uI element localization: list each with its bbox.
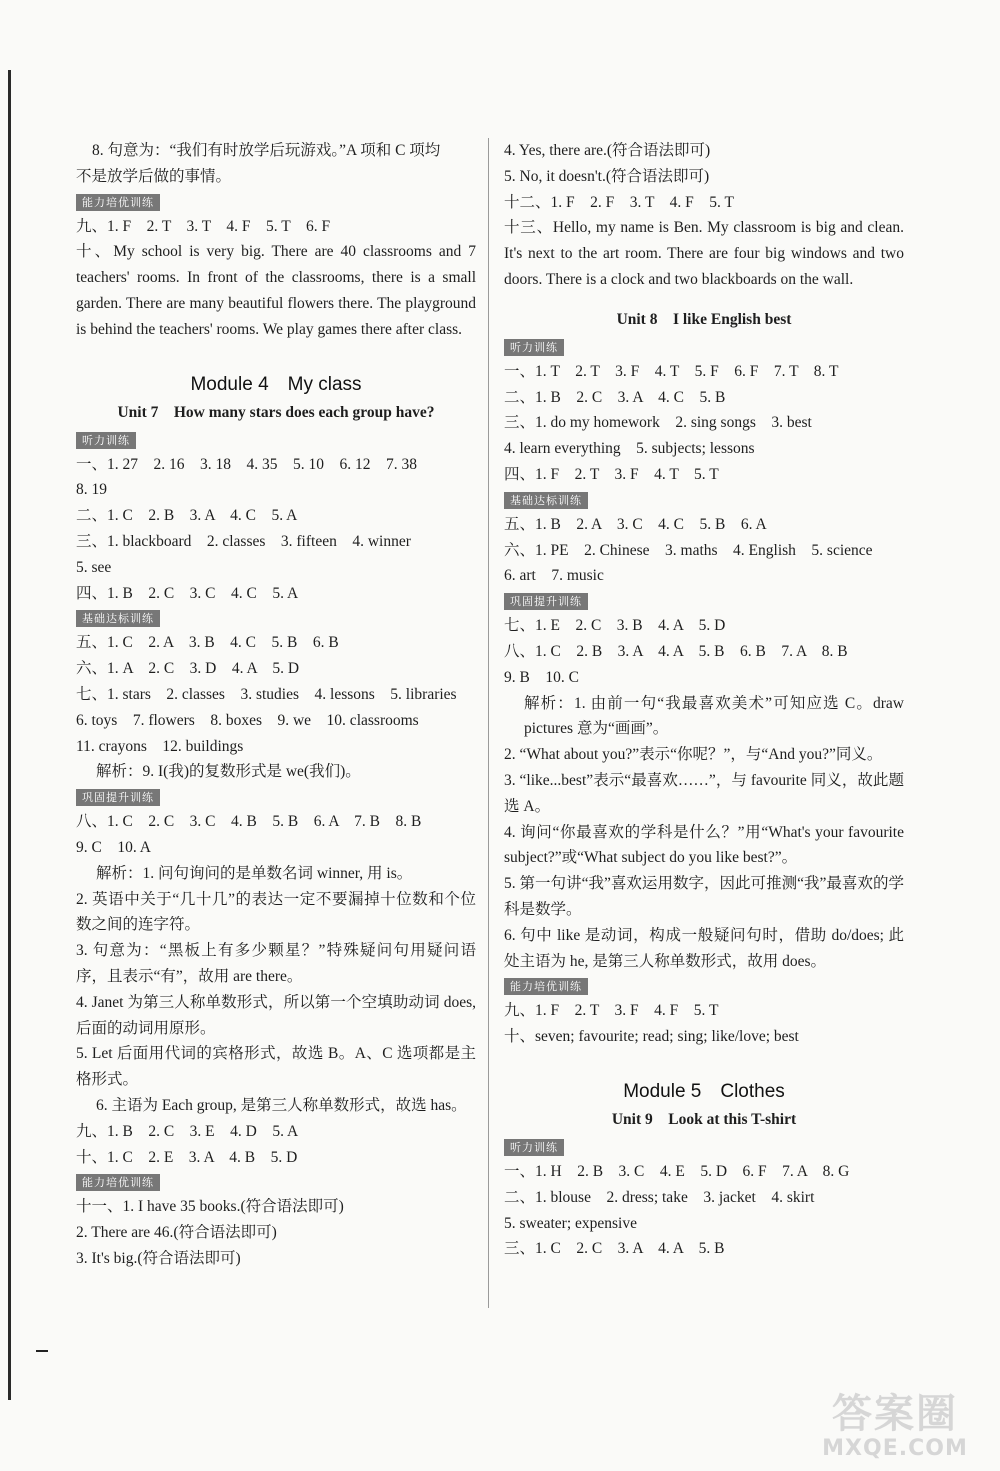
- answer-line: 9. C 10. A: [76, 838, 151, 856]
- section-badge: 听力训练: [504, 339, 564, 356]
- answer-line: 8. 句意为：“我们有时放学后玩游戏。”A 项和 C 项均: [92, 142, 441, 159]
- answer-line: 三、1. do my homework 2. sing songs 3. best: [504, 414, 812, 432]
- analysis-paragraph: 4. Janet 为第三人称单数形式，所以第一个空填助动词 does, 后面的动词用原形。: [76, 993, 476, 1037]
- answer-line: 十二、1. F 2. F 3. T 4. F 5. T: [504, 193, 734, 211]
- section-badge: 能力培优训练: [76, 1174, 160, 1191]
- answer-line: 6. toys 7. flowers 8. boxes 9. we 10. classrooms: [76, 711, 419, 729]
- analysis-line: 6. 主语为 Each group, 是第三人称单数形式，故选 has。: [96, 1096, 467, 1114]
- answer-line: 十、seven; favourite; read; sing; like/love; best: [504, 1028, 799, 1046]
- answer-line: 十一、1. I have 35 books.(符合语法即可): [76, 1198, 344, 1216]
- answer-line: 5. see: [76, 558, 112, 576]
- answer-line: 不是放学后做的事情。: [76, 167, 232, 185]
- analysis-paragraph: 2. 英语中关于“几十几”的表达一定不要漏掉十位数和个位数之间的连字符。: [76, 890, 476, 934]
- answer-line: 9. B 10. C: [504, 668, 579, 686]
- section-badge: 能力培优训练: [504, 978, 588, 995]
- analysis-paragraph: 3. “like...best”表示“最喜欢……”，与 favourite 同义，故此题选 A。: [504, 771, 904, 815]
- section-badge: 听力训练: [504, 1139, 564, 1156]
- answer-line: 十、1. C 2. E 3. A 4. B 5. D: [76, 1148, 298, 1166]
- section-badge: 听力训练: [76, 432, 136, 449]
- answer-paragraph: 十、My school is very big. There are 40 classrooms and 7 teachers' rooms. In front of the classrooms, there is a small garden. There are many beautiful flowers there. The playground is behind the teachers' rooms. We play games there after class.: [76, 243, 476, 338]
- answer-line: 二、1. blouse 2. dress; take 3. jacket 4. skirt: [504, 1188, 815, 1206]
- answer-line: 七、1. E 2. C 3. B 4. A 5. D: [504, 617, 726, 635]
- answer-line: 九、1. F 2. T 3. F 4. F 5. T: [504, 1002, 719, 1020]
- answer-line: 七、1. stars 2. classes 3. studies 4. lessons 5. libraries: [76, 685, 457, 703]
- answer-line: 六、1. PE 2. Chinese 3. maths 4. English 5. science: [504, 541, 873, 559]
- analysis-paragraph: 5. 第一句讲“我”喜欢运用数字，因此可推测“我”最喜欢的学科是数学。: [504, 875, 904, 918]
- section-badge: 基础达标训练: [504, 492, 588, 509]
- answer-line: 一、1. H 2. B 3. C 4. E 5. D 6. F 7. A 8. G: [504, 1162, 850, 1180]
- answer-line: 一、1. 27 2. 16 3. 18 4. 35 5. 10 6. 12 7. 38: [76, 455, 418, 473]
- site-watermark: [800, 1392, 990, 1467]
- column-divider: [488, 138, 489, 1308]
- answer-line: 八、1. C 2. B 3. A 4. A 5. B 6. B 7. A 8. B: [504, 642, 848, 660]
- unit-title: Unit 7 How many stars does each group have?: [117, 403, 435, 421]
- module-title: Module 4 My class: [190, 373, 362, 395]
- answer-line: 五、1. B 2. A 3. C 4. C 5. B 6. A: [504, 515, 767, 533]
- answer-paragraph: 十三、Hello, my name is Ben. My classroom is big and clean. It's next to the art room. There are four big windows and two doors. There is a clock and two blackboards on the wall.: [504, 219, 904, 288]
- answer-line: 三、1. blackboard 2. classes 3. fifteen 4. winner: [76, 532, 411, 550]
- analysis-paragraph: 5. Let 后面用代词的宾格形式，故选 B。A、C 选项都是主格形式。: [76, 1045, 476, 1089]
- analysis-paragraph: 4. 询问“你最喜欢的学科是什么？”用“What's your favourite subject?”或“What subject do you like best?”。: [504, 823, 904, 867]
- section-badge: 巩固提升训练: [76, 789, 160, 806]
- analysis-paragraph: 3. 句意为：“黑板上有多少颗星？”特殊疑问句用疑问语序，且表示“有”，故用 are there。: [76, 942, 476, 985]
- analysis-paragraph: 6. 句中 like 是动词，构成一般疑问句时，借助 do/does; 此处主语为 he, 是第三人称单数形式，故用 does。: [504, 926, 904, 970]
- page-binding-edge: [8, 70, 11, 1400]
- answer-line: 8. 19: [76, 481, 107, 499]
- answer-line: 5. No, it doesn't.(符合语法即可): [504, 167, 710, 185]
- answer-line: 二、1. B 2. C 3. A 4. C 5. B: [504, 388, 726, 406]
- answer-line: 四、1. B 2. C 3. C 4. C 5. A: [76, 584, 299, 602]
- section-badge: 巩固提升训练: [504, 593, 588, 610]
- section-badge: 基础达标训练: [76, 610, 160, 627]
- answer-line: 2. There are 46.(符合语法即可): [76, 1224, 277, 1242]
- watermark-logo-text: 答案圈: [832, 1391, 958, 1437]
- analysis-line: 解析：1. 问句询问的是单数名词 winner, 用 is。: [96, 864, 413, 882]
- right-column: [504, 138, 904, 1262]
- answer-line: 五、1. C 2. A 3. B 4. C 5. B 6. B: [76, 634, 339, 652]
- answer-line: 4. learn everything 5. subjects; lessons: [504, 440, 755, 458]
- answer-line: 4. Yes, there are.(符合语法即可): [504, 142, 711, 159]
- answer-line: 三、1. C 2. C 3. A 4. A 5. B: [504, 1240, 725, 1258]
- answer-line: 11. crayons 12. buildings: [76, 737, 244, 755]
- analysis-paragraph: 2. “What about you?”表示“你呢？”，与“And you?”同义。: [504, 746, 883, 764]
- section-badge: 能力培优训练: [76, 194, 160, 211]
- answer-line: 3. It's big.(符合语法即可): [76, 1249, 241, 1267]
- answer-line: 九、1. B 2. C 3. E 4. D 5. A: [76, 1122, 299, 1140]
- unit-title: Unit 8 I like English best: [616, 310, 792, 328]
- answer-line: 四、1. F 2. T 3. F 4. T 5. T: [504, 465, 719, 483]
- watermark-url: MXQE.COM: [822, 1436, 968, 1461]
- answer-line: 5. sweater; expensive: [504, 1214, 637, 1232]
- analysis-paragraph: 解析：1. 由前一句“我最喜欢美术”可知应选 C。draw pictures 意为“画画”。: [524, 694, 904, 738]
- answer-line: 六、1. A 2. C 3. D 4. A 5. D: [76, 660, 300, 678]
- page-margin-mark: [36, 1350, 48, 1352]
- answer-line: 八、1. C 2. C 3. C 4. B 5. B 6. A 7. B 8. B: [76, 813, 422, 831]
- unit-title: Unit 9 Look at this T-shirt: [611, 1110, 797, 1128]
- answer-line: 一、1. T 2. T 3. F 4. T 5. F 6. F 7. T 8. T: [504, 362, 839, 380]
- answer-line: 二、1. C 2. B 3. A 4. C 5. A: [76, 507, 298, 525]
- analysis-line: 解析：9. I(我)的复数形式是 we(我们)。: [96, 763, 361, 781]
- answer-line: 6. art 7. music: [504, 567, 604, 585]
- answer-line: 九、1. F 2. T 3. T 4. F 5. T 6. F: [76, 217, 331, 235]
- module-title: Module 5 Clothes: [623, 1080, 785, 1102]
- left-column: [76, 138, 476, 1272]
